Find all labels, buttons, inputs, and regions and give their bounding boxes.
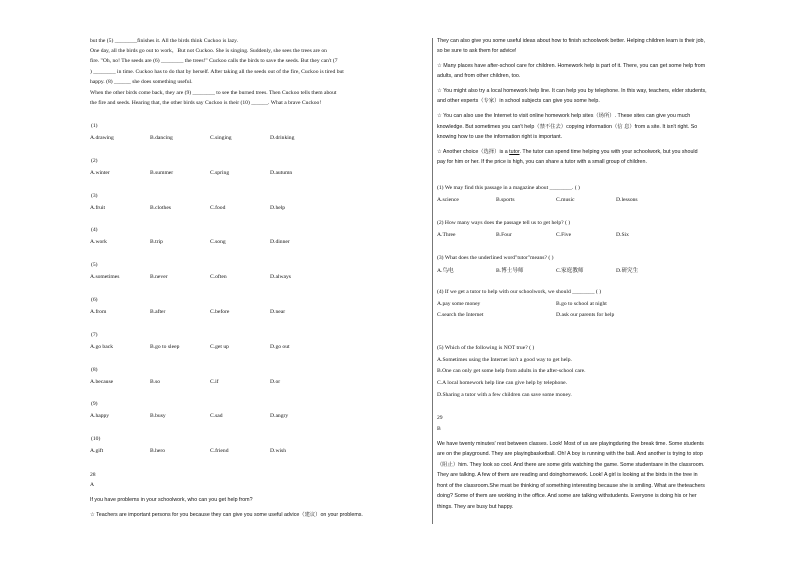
answer-option: C.A local homework help line can give help by telephone.: [437, 380, 568, 386]
answer-option: D.always: [270, 274, 291, 281]
section-number: 29: [437, 415, 443, 421]
answer-option: C.singing: [210, 135, 232, 141]
question-number: (8): [91, 366, 98, 373]
answer-option: C.friend: [210, 448, 229, 455]
answer-option: D.研究生: [616, 268, 639, 274]
passage-line: happy. (8) ______ she does something useful.: [90, 79, 193, 85]
answer-option: B.never: [150, 274, 168, 281]
paragraph-line: （阻止）him. They look so cool. And there are some girls watching the game. Some studentsare in the classroom.: [437, 462, 705, 468]
question-number: (4): [91, 227, 98, 234]
answer-option: A.fruit: [90, 204, 106, 211]
answer-option: D.help: [270, 204, 286, 211]
paragraph-line: knowing how to use the information right is important.: [437, 134, 563, 140]
question-number: (3): [91, 192, 98, 199]
answer-option: D.drinking: [270, 135, 295, 141]
answer-option: C.Five: [556, 232, 572, 238]
question-stem: (2) How many ways does the passage tell us to get help? ( ): [437, 220, 571, 226]
question-number: (5): [91, 262, 98, 269]
answer-option: B.after: [150, 309, 166, 315]
answer-option: A.because: [90, 378, 114, 385]
answer-option: A.happy: [90, 413, 110, 420]
answer-option: B.so: [150, 378, 161, 385]
answer-option: B.clothes: [150, 204, 171, 211]
question-number: (6): [91, 297, 98, 303]
answer-option: C.spring: [210, 169, 230, 176]
paragraph-line: things. They are busy but happy.: [437, 504, 514, 510]
answer-option: C.if: [210, 378, 219, 385]
answer-option: B.dancing: [150, 135, 173, 141]
paragraph-line: so be sure to ask them for advice!: [437, 48, 517, 54]
answer-option: C.song: [210, 239, 226, 246]
paragraph-line: doing? Some of them are working in the office. And some are talking withstudents. Everyone is doing his or her: [437, 493, 697, 499]
answer-option: A.science: [437, 197, 459, 203]
answer-option: B.trip: [150, 239, 163, 246]
paragraph-line: ☆ You can also use the Internet to visit online homework help sites（场所）. These sites can give you much: [437, 113, 691, 119]
underlined-word-tutor: tutor: [509, 149, 520, 155]
answer-option: A.work: [90, 239, 107, 246]
paragraph: ☆ Teachers are important persons for you because they can give you some useful advice（建议）on your problems.: [90, 512, 363, 518]
question-stem: (3) What does the underlined word"tutor"means? ( ): [437, 255, 554, 261]
answer-option: D.angry: [270, 413, 289, 420]
answer-option: B.Four: [496, 232, 512, 238]
answer-option: A.drawing: [90, 135, 114, 141]
question-number: (10): [91, 436, 101, 443]
answer-option: A.鸟电: [437, 268, 454, 274]
answer-option: D.autumn: [270, 169, 293, 176]
paragraph-line: ☆ Many places have after-school care for children. Homework help is part of it. There, you can get some help from: [437, 63, 706, 69]
answer-option: C.家庭教师: [556, 268, 584, 274]
answer-option: B.One can only get some help from adults in the after-school care.: [437, 368, 586, 374]
answer-option: A.pay some money: [437, 301, 481, 307]
question-stem: (1) We may find this passage in a magazine about ________. ( ): [437, 185, 580, 191]
answer-option: A.go back: [90, 343, 113, 350]
paragraph-line: adults, and from other children, too.: [437, 73, 521, 79]
answer-option: B.busy: [150, 413, 166, 420]
paragraph-line: are on the playground. They are playingbasketball. Oh! A boy is running with the ball. And another is trying to stop: [437, 451, 703, 457]
section-letter: A: [90, 482, 95, 488]
answer-option: C.sad: [210, 413, 223, 420]
answer-option: C.before: [210, 309, 230, 315]
question-number: (1): [91, 123, 98, 129]
right-column: [433, 0, 794, 562]
passage-line: One day, all the birds go out to work，But not Cuckoo. She is singing. Suddenly, she sees the trees are on: [90, 48, 327, 54]
question-number: (2): [91, 157, 98, 164]
answer-option: A.gift: [90, 448, 104, 455]
question-stem: (4) If we get a tutor to help with our schoolwork, we should ________ ( ): [437, 289, 602, 295]
answer-option: D.lessons: [616, 197, 638, 203]
paragraph-line: ☆ You might also try a local homework help line. It can help you by telephone. In this way, teachers, elder students,: [437, 88, 707, 94]
answer-option: B.博士导师: [496, 268, 524, 274]
answer-option: D.or: [270, 378, 281, 385]
passage-line: When the other birds come back, they are (9) ________ to see the burned trees. Then Cuckoo tells them about: [90, 90, 337, 96]
paragraph-line: They are talking. A few of them are reading and doinghomework. Look! A girl is looking at the birds in the tree in: [437, 472, 698, 478]
answer-option: D.Sharing a tutor with a few children can save some money.: [437, 392, 572, 398]
answer-option: D.Six: [616, 232, 629, 238]
question-number: (7): [91, 331, 98, 338]
answer-option: B.sports: [496, 197, 515, 203]
answer-option: C.search the Internet: [437, 312, 484, 318]
section-letter: B: [437, 426, 441, 432]
answer-option: B.go to school at night: [556, 301, 607, 307]
answer-option: D.go out: [270, 343, 290, 350]
section-number: 28: [90, 472, 96, 478]
answer-option: C.music: [556, 197, 575, 203]
answer-option: A.from: [90, 309, 107, 315]
section-intro: If you have problems in your schoolwork, who can you get help from?: [90, 497, 253, 503]
tutor-paragraph-line: ☆ Another choice（选择）is a tutor. The tutor can spend time helping you with your schoolwork, but you should: [437, 149, 698, 155]
answer-option: D.dinner: [270, 239, 290, 246]
paragraph-line: knowledge. But sometimes you can't help（禁不住去）copying information（信 息）from a site. It isn't right. So: [437, 124, 698, 130]
answer-option: A.sometimes: [90, 274, 120, 281]
answer-option: B.go to sleep: [150, 343, 180, 350]
passage-line: fire. "Oh, no! The seeds are (6) ________ the trees!" Cuckoo calls the birds to save the seeds. But they can't (7: [90, 58, 338, 64]
answer-option: A.winter: [90, 169, 110, 176]
passage-line: but the (5) ________finishes it. All the birds think Cuckoo is lazy.: [90, 38, 239, 44]
answer-option: D.near: [270, 309, 286, 315]
question-number: (9): [91, 401, 98, 408]
answer-option: D.ask our parents for help: [556, 312, 615, 318]
paragraph-line: and other experts（专家）in school subjects can give you some help.: [437, 98, 600, 104]
answer-option: C.get up: [210, 343, 229, 350]
answer-option: D.wish: [270, 448, 287, 455]
answer-option: A.Sometimes using the Internet isn't a good way to get help.: [437, 357, 572, 363]
paragraph-line: They can also give you some useful ideas about how to finish schoolwork better. Helping children learn is their job,: [437, 38, 705, 44]
question-stem: (5) Which of the following is NOT true? ( ): [437, 345, 535, 351]
answer-option: B.hero: [150, 448, 166, 455]
tutor-paragraph-line: pay for him or her. If the price is high, you can share a tutor with a small group of children.: [437, 159, 647, 165]
answer-option: C.often: [210, 274, 227, 281]
paragraph-line: We have twenty minutes' rest between classes. Look! Most of us are playingduring the break time. Some students: [437, 441, 704, 447]
answer-option: B.summer: [150, 169, 174, 176]
passage-line: ) ________ in time. Cuckoo has to do that by herself. After taking all the seeds out of the fire, Cuckoo is tired but: [90, 69, 344, 75]
answer-option: C.food: [210, 204, 226, 211]
answer-option: A.Three: [437, 232, 456, 238]
paragraph-line: front of the classroom.She must be thinking of something interesting because she is smiling. What are theteachers: [437, 483, 705, 489]
passage-line: the fire and seeds. Hearing that, the other birds say Cuckoo is their (10) ______. What a brave Cuckoo!: [90, 100, 322, 106]
